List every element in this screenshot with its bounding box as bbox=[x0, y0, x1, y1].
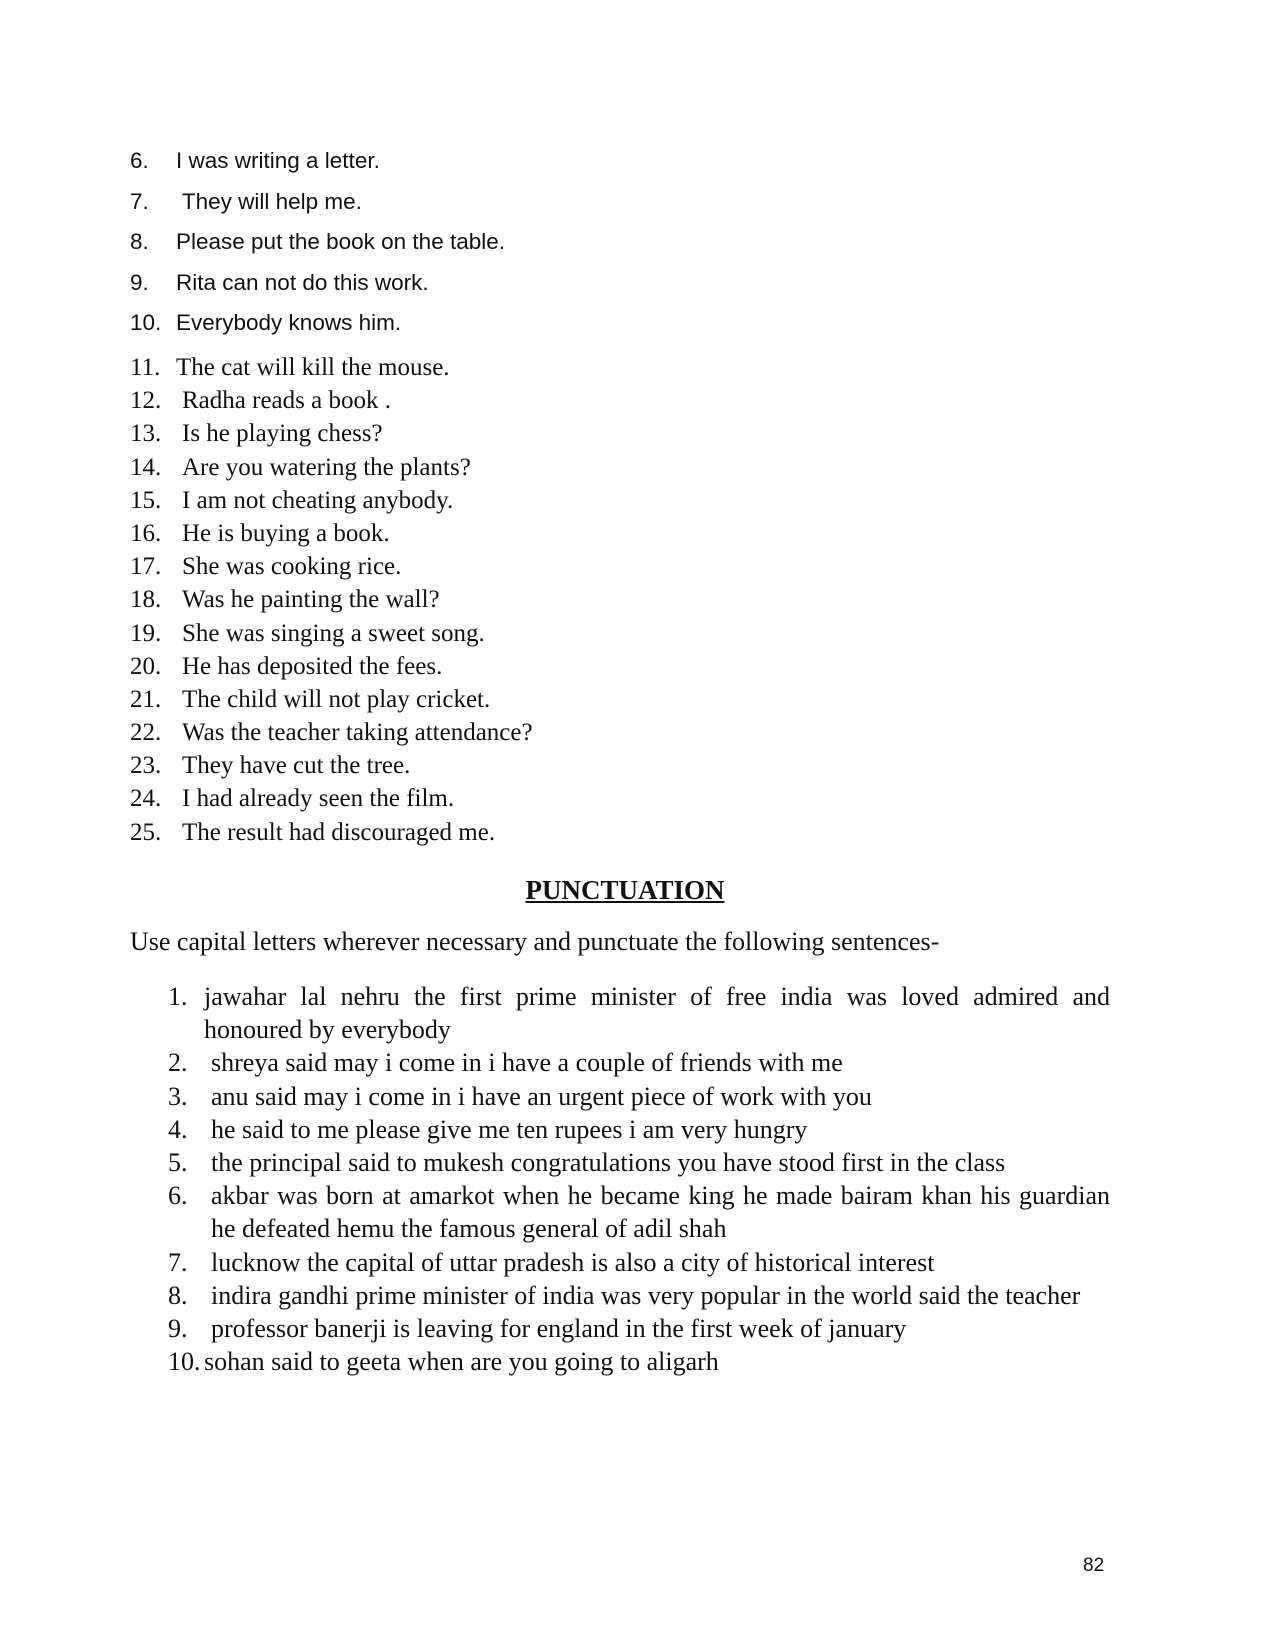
item-number: 25. bbox=[130, 818, 162, 846]
item-text: professor banerji is leaving for england in the first week of january bbox=[211, 1314, 907, 1344]
item-text: shreya said may i come in i have a couple of friends with me bbox=[211, 1048, 843, 1078]
item-text: sohan said to geeta when are you going to aligarh bbox=[204, 1347, 719, 1377]
item-text: Was the teacher taking attendance? bbox=[182, 719, 533, 747]
item-text: Radha reads a book . bbox=[182, 387, 391, 415]
item-number: 12. bbox=[130, 387, 162, 415]
item-number: 10. bbox=[168, 1347, 201, 1377]
item-number: 9. bbox=[168, 1314, 188, 1344]
item-number: 10. bbox=[130, 310, 162, 335]
item-number: 18. bbox=[130, 586, 162, 614]
item-number: 13. bbox=[130, 420, 162, 448]
list-item bbox=[130, 353, 533, 386]
list-item bbox=[130, 818, 533, 851]
list-item bbox=[130, 419, 533, 452]
list-item bbox=[130, 652, 533, 685]
list-item bbox=[130, 751, 533, 784]
item-number: 6. bbox=[168, 1181, 188, 1211]
list-item bbox=[130, 519, 533, 552]
item-text: They have cut the tree. bbox=[182, 752, 411, 780]
item-number: 15. bbox=[130, 486, 162, 514]
item-text: jawahar lal nehru the first prime minister of free india was loved admired and honoured by everybody bbox=[204, 982, 1110, 1045]
item-number: 3. bbox=[168, 1081, 188, 1111]
page-number: 82 bbox=[1083, 1555, 1105, 1576]
list-item bbox=[130, 268, 505, 309]
item-number: 9. bbox=[130, 269, 149, 295]
item-text: The result had discouraged me. bbox=[182, 818, 496, 846]
item-text: Is he playing chess? bbox=[182, 420, 383, 448]
item-text: He is buying a book. bbox=[182, 519, 390, 547]
list-item bbox=[130, 552, 533, 585]
item-number: 17. bbox=[130, 553, 162, 581]
item-text: Everybody knows him. bbox=[176, 310, 402, 335]
item-text: I had already seen the film. bbox=[182, 785, 455, 813]
item-number: 1. bbox=[168, 982, 188, 1011]
item-number: 7. bbox=[130, 188, 149, 214]
item-text: lucknow the capital of uttar pradesh is also a city of historical interest bbox=[211, 1247, 935, 1277]
item-number: 2. bbox=[168, 1048, 188, 1078]
list-item bbox=[130, 585, 533, 618]
item-text: The cat will kill the mouse. bbox=[176, 354, 450, 381]
list-item bbox=[168, 1345, 1110, 1378]
voice-exercise-list-part1 bbox=[130, 146, 505, 349]
list-item bbox=[168, 1146, 1110, 1179]
item-number: 8. bbox=[130, 229, 149, 254]
item-number: 19. bbox=[130, 619, 162, 647]
list-item bbox=[168, 1046, 1110, 1079]
list-item bbox=[168, 1179, 1110, 1245]
list-item bbox=[130, 784, 533, 817]
item-text: he said to me please give me ten rupees i am very hungry bbox=[211, 1114, 808, 1144]
item-number: 24. bbox=[130, 785, 162, 813]
list-item bbox=[168, 1113, 1110, 1146]
list-item bbox=[168, 980, 1110, 1046]
item-number: 21. bbox=[130, 685, 162, 713]
list-item bbox=[130, 718, 533, 751]
exercise-instruction: Use capital letters wherever necessary and punctuate the following sentences- bbox=[130, 927, 940, 956]
list-item bbox=[130, 227, 505, 268]
list-item bbox=[168, 1279, 1110, 1312]
item-text: Rita can not do this work. bbox=[176, 269, 429, 295]
voice-exercise-list-part2 bbox=[130, 353, 533, 851]
list-item bbox=[130, 187, 505, 228]
item-number: 8. bbox=[168, 1280, 188, 1310]
item-number: 16. bbox=[130, 519, 162, 547]
item-text: Was he painting the wall? bbox=[182, 586, 440, 614]
list-item bbox=[130, 146, 505, 187]
list-item bbox=[168, 1080, 1110, 1113]
item-number: 22. bbox=[130, 719, 162, 747]
item-number: 23. bbox=[130, 752, 162, 780]
list-item bbox=[168, 1312, 1110, 1345]
item-text: The child will not play cricket. bbox=[182, 685, 491, 713]
list-item bbox=[130, 685, 533, 718]
item-number: 14. bbox=[130, 453, 162, 481]
item-number: 20. bbox=[130, 652, 162, 680]
item-number: 5. bbox=[168, 1148, 188, 1178]
item-text: Please put the book on the table. bbox=[176, 229, 505, 254]
item-text: I am not cheating anybody. bbox=[182, 486, 454, 514]
list-item bbox=[130, 486, 533, 519]
item-text: He has deposited the fees. bbox=[182, 652, 443, 680]
item-text: Are you watering the plants? bbox=[182, 453, 471, 481]
item-text: anu said may i come in i have an urgent piece of work with you bbox=[211, 1081, 872, 1111]
list-item bbox=[130, 386, 533, 419]
item-text: I was writing a letter. bbox=[176, 148, 380, 173]
item-text: the principal said to mukesh congratulations you have stood first in the class bbox=[211, 1148, 1006, 1178]
item-number: 7. bbox=[168, 1247, 188, 1277]
item-number: 4. bbox=[168, 1114, 188, 1144]
list-item bbox=[130, 308, 505, 349]
list-item bbox=[168, 1246, 1110, 1279]
item-number: 6. bbox=[130, 148, 149, 173]
list-item bbox=[130, 453, 533, 486]
item-text: akbar was born at amarkot when he became king he made bairam khan his guardian he defeated hemu the famous general of adil shah bbox=[211, 1181, 1110, 1244]
list-item bbox=[130, 619, 533, 652]
item-text: She was cooking rice. bbox=[182, 553, 402, 581]
section-heading: PUNCTUATION bbox=[525, 875, 725, 905]
item-text: indira gandhi prime minister of india was very popular in the world said the teacher bbox=[211, 1280, 1081, 1310]
item-number: 11. bbox=[130, 354, 161, 381]
item-text: They will help me. bbox=[176, 188, 362, 214]
item-text: She was singing a sweet song. bbox=[182, 619, 485, 647]
punctuation-exercise-list bbox=[168, 980, 1110, 1378]
